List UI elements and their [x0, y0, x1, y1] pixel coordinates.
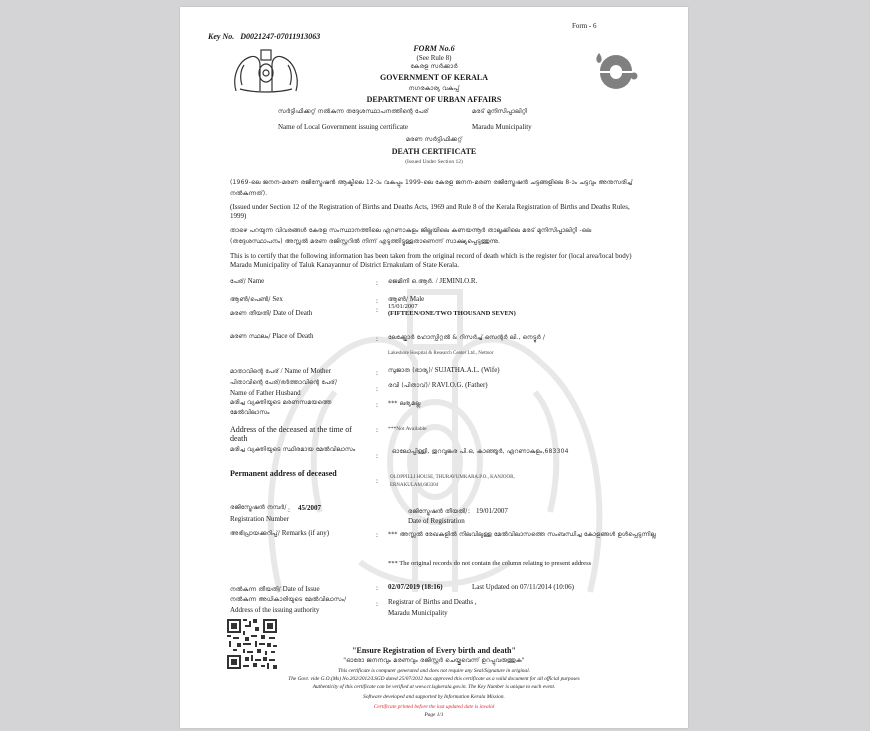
field-perm-address-label-ml: മരിച്ച വ്യക്തിയുടെ സ്ഥിരമായ മേൽവിലാസം [230, 446, 356, 453]
preamble-2: This is to certify that the following information has been taken from the original record of death which is the register for (local area/local body) Maradu Municipality of Taluk Kanayannur of District Ernakulam of State Kerala. [230, 252, 632, 269]
field-reg-no-value: 45/2007 [298, 504, 321, 512]
remarks-note: *** The original records do not contain the column relating to present address [388, 560, 592, 567]
certificate-page [180, 7, 688, 728]
field-pod-label: മരണ സ്ഥലം/ Place of Death [230, 332, 314, 340]
colon: : [376, 279, 378, 287]
preamble-1: (Issued under Section 12 of the Registration of Births and Deaths Acts, 1969 and Rule 8 of the Kerala Registration of Births and Deaths Rules, 1999) [230, 203, 630, 220]
field-dod-label: മരണ തീയതി/ Date of Death [230, 309, 313, 317]
field-perm-address-label: Permanent address of deceased [230, 469, 337, 478]
footer-slogan: "Ensure Registration of Every birth and death" [352, 646, 516, 655]
govt-name: GOVERNMENT OF KERALA [379, 73, 488, 82]
field-name-value: ജെമിനി ഒ.ആർ. / JEMINI.O.R. [388, 277, 478, 285]
field-doi-label: നൽകുന്ന തീയതി/ Date of Issue [230, 585, 320, 593]
field-doi-value: 02/07/2019 (18:16) [388, 583, 443, 591]
colon: : [376, 369, 378, 377]
field-perm-address-value-ml: ഓലോപ്പിള്ളി, തുറവുങ്കര പി.ഒ, കാഞ്ഞൂർ, എറണാകുളം,683304 [392, 448, 569, 455]
colon: : [468, 507, 470, 515]
dept-name: DEPARTMENT OF URBAN AFFAIRS [366, 95, 502, 104]
dept-name-ml: നഗരകാര്യ വകുപ്പ് [408, 85, 460, 92]
field-reg-date-value: 19/01/2007 [476, 507, 508, 515]
issued-under: (Issued Under Section 12) [405, 159, 463, 165]
preamble-ml-2: താഴെ പറയുന്ന വിവരങ്ങൾ കേരള സംസ്ഥാനത്തിലെ എറണാകുളം ജില്ലയിലെ കണയന്നൂർ താലൂക്കിലെ മരട് മുനിസിപ്പാലിറ്റി -ലെ (തദ്ദേശസ്ഥാപനം) അസ്സൽ മരണ രജിസ്റ്ററിൽ നിന്ന് എടുത്തിട്ടുള്ളതാണെന്ന് സാക്ഷ്യപ്പെടുത്തുന്നു. [230, 227, 592, 245]
form-corner-label: Form - 6 [572, 22, 597, 30]
lg-label: Name of Local Government issuing certificate [278, 123, 409, 131]
field-pod-value-ml: ലേക്ക്ഷോർ ഹോസ്പിറ്റൽ & റിസർച്ച് സെന്റർ ലി., നെട്ടൂർ / [388, 334, 546, 341]
field-pod-value: Lakeshore Hospital & Research Center Ltd., Nettoor [388, 351, 494, 356]
field-reg-no-label-ml: രജിസ്ട്രേഷൻ നമ്പർ/ [230, 504, 287, 511]
colon: : [376, 335, 378, 343]
cert-title: DEATH CERTIFICATE [391, 147, 477, 156]
field-address-death-label-ml: മരിച്ച വ്യക്തിയുടെ മരണസമയത്തെ മേൽവിലാസം [230, 399, 332, 416]
field-sex-value: ആൺ/ Male [388, 295, 425, 303]
colon: : [376, 401, 378, 409]
field-father-label-ml: പിതാവിന്റെ പേര്/ഭർത്താവിന്റെ പേര്/ [230, 379, 338, 386]
colon: : [376, 600, 378, 608]
page-number: Page 1/1 [424, 712, 444, 718]
field-father-value: രവി (പിതാവ്)/ RAVI.O.G. (Father) [388, 381, 488, 389]
lg-value: Maradu Municipality [472, 123, 532, 131]
field-remarks-value-ml: *** അസ്സൽ രേഖകളിൽ നിലവിലുള്ള മേൽവിലാസത്തെ സംബന്ധിച്ച കോളങ്ങൾ ഉൾപ്പെടുന്നില്ല [388, 531, 656, 538]
colon: : [376, 297, 378, 305]
field-father-label: Name of Father Husband [230, 389, 301, 397]
footer-warning: Certificate printed before the last updated date is invalid [373, 704, 495, 710]
field-dod-value: 15/01/2007 (FIFTEEN/ONE/TWO THOUSAND SEVEN) [388, 303, 516, 317]
colon: : [376, 306, 378, 314]
field-perm-address-value: OLOPPILLI HOUSE, THURAVUMKARA.P.O., KANJOOR, ERNAKULAM,683304 [390, 475, 515, 488]
key-number [208, 32, 320, 41]
form-title: FORM No.6 [413, 44, 455, 53]
colon: : [376, 584, 378, 592]
colon: : [376, 531, 378, 539]
footer-line-2: The Govt. vide G.O.(Ms) No.202/2012/LSGD dated 25/07/2012 has approved this certificate as a valid document for all official purposes [288, 676, 580, 682]
field-mother-value: സുജാത (ഭാര്യ)/ SUJATHA.A.L. (Wife) [388, 366, 500, 374]
field-authority-value: Registrar of Births and Deaths , Maradu Municipality [388, 598, 477, 617]
key-no-value: D0021247-07011913063 [240, 32, 321, 41]
footer-line-4: Software developed and supported by Information Kerala Mission. [363, 694, 505, 700]
colon: : [376, 426, 378, 434]
govt-name-ml: കേരള സർക്കാർ [410, 63, 458, 70]
field-mother-label: മാതാവിന്റെ പേര് / Name of Mother [230, 367, 331, 375]
preamble-ml-1: (1969-ലെ ജനന-മരണ രജിസ്ട്രേഷൻ ആക്ടിലെ 12-ാം വകുപ്പും 1999-ലെ കേരള ജനന-മരണ രജിസ്ട്രേഷൻ ചട്ടങ്ങളിലെ 8-ാം ചട്ടവും അനുസരിച്ച് നൽകുന്നത്). [230, 179, 633, 197]
last-updated: Last Updated on 07/11/2014 (10:06) [472, 583, 575, 591]
field-remarks-label: അഭിപ്രായക്കുറിപ്പ്/ Remarks (if any) [230, 529, 330, 537]
field-address-death-label: Address of the deceased at the time of death [230, 425, 352, 443]
field-address-death-value: ***Not Available [388, 426, 427, 432]
colon: : [376, 477, 378, 485]
colon: : [288, 506, 290, 514]
colon: : [376, 452, 378, 460]
field-reg-date-label: Date of Registration [408, 517, 465, 525]
key-no-label: Key No. [208, 32, 235, 41]
footer-line-3: Authenticity of this certificate can be verified at www.cr.lsgkerala.gov.in. The Key Number is unique to each event. [312, 684, 556, 690]
field-name-label: പേര്/ Name [230, 277, 265, 285]
field-reg-date-label-ml: രജിസ്ട്രേഷൻ തീയതി/ [408, 508, 468, 515]
colon: : [376, 385, 378, 393]
field-reg-no-label: Registration Number [230, 515, 289, 523]
lg-value-ml: മരട് മുനിസിപ്പാലിറ്റി [472, 108, 528, 115]
lg-label-ml: സർട്ടിഫിക്കറ്റ് നൽകുന്ന തദ്ദേശസ്ഥാപനത്തിന്റെ പേര് [278, 108, 429, 115]
field-sex-label: ആൺ/പെൺ/ Sex [230, 295, 283, 303]
field-authority-label: Address of the issuing authority [230, 606, 320, 614]
field-address-death-value-ml: *** ലഭ്യമല്ല [388, 400, 421, 407]
field-authority-label-ml: നൽകുന്ന അധികാരിയുടെ മേൽവിലാസം/ [230, 596, 347, 603]
cert-title-ml: മരണ സർട്ടിഫിക്കറ്റ് [405, 136, 463, 143]
footer-line-1: This certificate is computer generated and does not require any Seal/Signature in original. [338, 668, 530, 674]
footer-slogan-ml: "ഓരോ ജനനവും മരണവും രജിസ്റ്റർ ചെയ്തുവെന്ന് ഉറപ്പുവരുത്തുക" [343, 657, 525, 664]
see-rule: (See Rule 8) [416, 54, 452, 62]
